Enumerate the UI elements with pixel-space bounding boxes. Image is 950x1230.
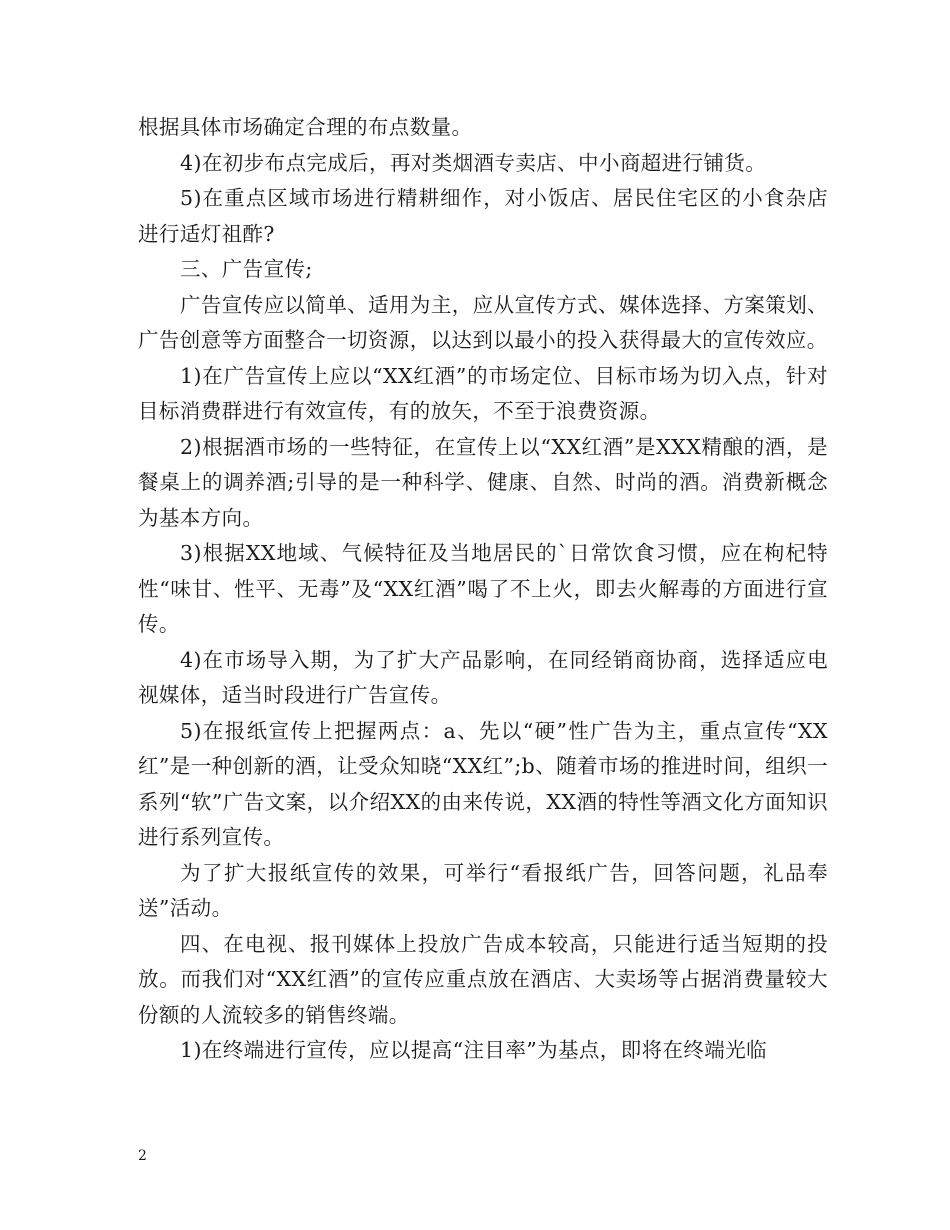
paragraph-9: 4)在市场导入期，为了扩大产品影响，在同经销商协商，选择适应电视媒体，适当时段进行广告宣传。 bbox=[138, 647, 828, 707]
section-heading-advertising: 三、广告宣传; bbox=[180, 257, 313, 281]
section-heading-terminal: 四、在电视、报刊媒体上投放广告成本较高，只能进行适当短期的投放。而我们对“XX红酒”的宣传应重点放在酒店、大卖场等占据消费量较大份额的人流较多的销售终端。 bbox=[138, 931, 828, 1027]
paragraph-3: 5)在重点区域市场进行精耕细作，对小饭店、居民住宅区的小食杂店进行适灯祖酢? bbox=[138, 186, 828, 246]
paragraph-13: 1)在终端进行宣传，应以提高“注目率”为基点，即将在终端光临 bbox=[180, 1038, 767, 1062]
document-body bbox=[138, 110, 828, 1069]
paragraph-5: 广告宣传应以简单、适用为主，应从宣传方式、媒体选择、方案策划、广告创意等方面整合一切资源，以达到以最小的投入获得最大的宣传效应。 bbox=[138, 292, 828, 352]
paragraph-6: 1)在广告宣传上应以“XX红酒”的市场定位、目标市场为切入点，针对目标消费群进行有效宣传，有的放矢，不至于浪费资源。 bbox=[138, 363, 828, 423]
paragraph-10: 5)在报纸宣传上把握两点：a、先以“硬”性广告为主，重点宣传“XX红”是一种创新的酒，让受众知晓“XX红”;b、随着市场的推进时间，组织一系列“软”广告文案，以介绍XX的由来传说，XX酒的特性等酒文化方面知识进行系列宣传。 bbox=[138, 718, 828, 849]
page-number: 2 bbox=[138, 1148, 147, 1164]
paragraph-7: 2)根据酒市场的一些特征，在宣传上以“XX红酒”是XXX精酿的酒，是餐桌上的调养酒;引导的是一种科学、健康、自然、时尚的酒。消费新概念为基本方向。 bbox=[138, 434, 828, 530]
paragraph-11: 为了扩大报纸宣传的效果，可举行“看报纸广告，回答问题，礼品奉送”活动。 bbox=[138, 860, 828, 920]
paragraph-2: 4)在初步布点完成后，再对类烟酒专卖店、中小商超进行铺货。 bbox=[180, 150, 767, 175]
paragraph-1: 根据具体市场确定合理的布点数量。 bbox=[138, 115, 473, 139]
paragraph-8: 3)根据XX地域、气候特征及当地居民的`日常饮食习惯，应在枸杞特性“味甘、性平、无毒”及“XX红酒”喝了不上火，即去火解毒的方面进行宣传。 bbox=[138, 541, 828, 636]
